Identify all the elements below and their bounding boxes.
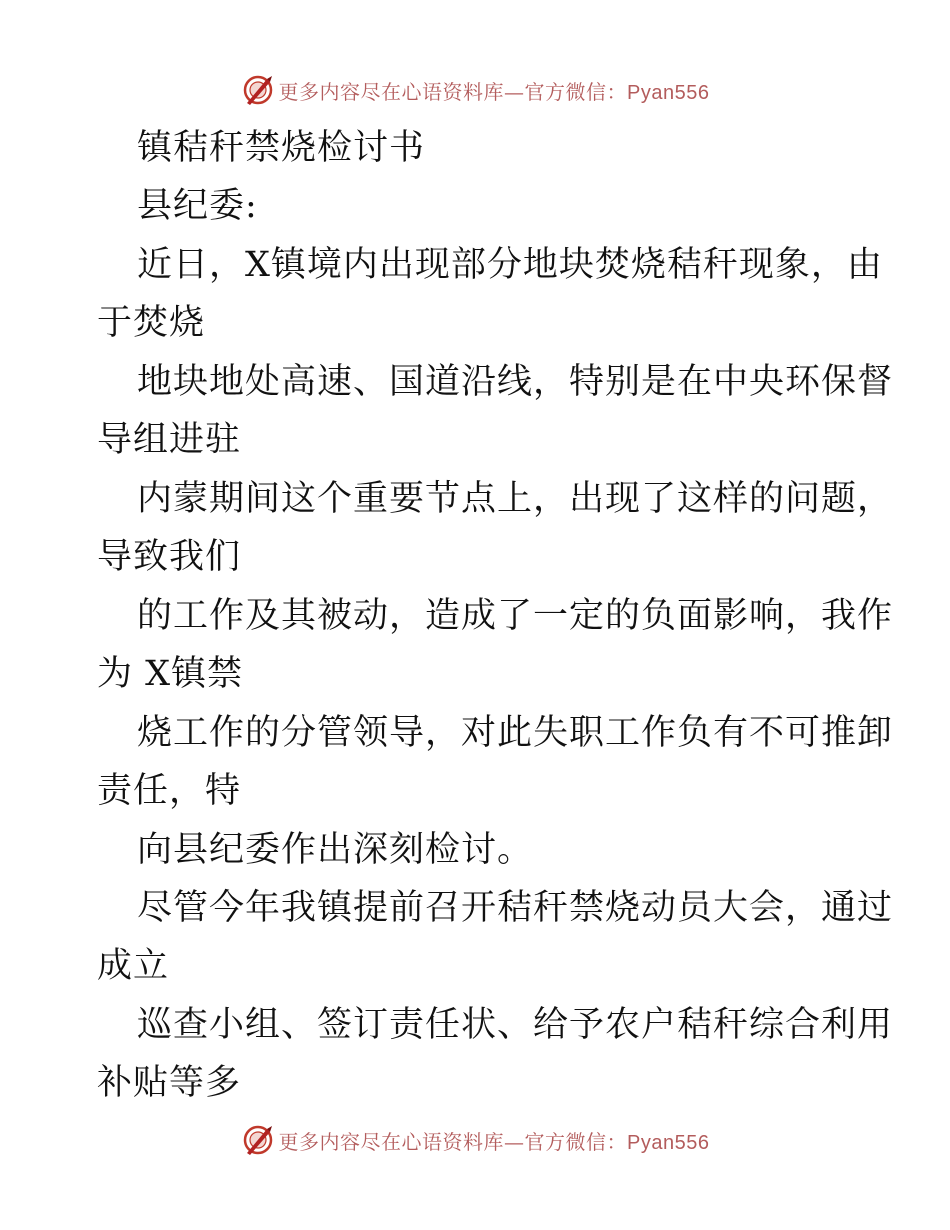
text-line: 于焚烧 bbox=[97, 303, 206, 343]
text-line: 地块地处高速、国道沿线，特别是在中央环保督 bbox=[137, 362, 894, 402]
text-line: 责任，特 bbox=[97, 771, 242, 811]
text-line: 县纪委: bbox=[137, 186, 258, 226]
text-line: 成立 bbox=[97, 946, 170, 986]
text-line: 烧工作的分管领导，对此失职工作负有不可推卸 bbox=[137, 713, 894, 753]
text-line: 向县纪委作出深刻检讨。 bbox=[137, 830, 534, 870]
pen-logo-icon bbox=[241, 1123, 275, 1157]
text-line: 近日，X镇境内出现部分地块焚烧秸秆现象，由 bbox=[137, 245, 883, 285]
text-line: 的工作及其被动，造成了一定的负面影响，我作 bbox=[137, 596, 894, 636]
text-line: 内蒙期间这个重要节点上，出现了这样的问题， bbox=[137, 479, 894, 519]
text-line: 为 X镇禁 bbox=[97, 654, 244, 694]
text-line: 补贴等多 bbox=[97, 1063, 242, 1103]
header-watermark-banner bbox=[0, 70, 950, 110]
text-line: 导致我们 bbox=[97, 537, 242, 577]
text-line: 巡查小组、签订责任状、给予农户秸秆综合利用 bbox=[137, 1005, 894, 1045]
document-title: 镇秸秆禁烧检讨书 bbox=[137, 128, 426, 168]
text-line: 尽管今年我镇提前召开秸秆禁烧动员大会，通过 bbox=[137, 888, 894, 928]
banner-text: 更多内容尽在心语资料库—官方微信：Pyan556 bbox=[278, 1129, 710, 1154]
text-line: 导组进驻 bbox=[97, 420, 242, 460]
footer-watermark-banner bbox=[0, 1120, 950, 1160]
pen-logo-icon bbox=[241, 73, 275, 107]
banner-text: 更多内容尽在心语资料库—官方微信：Pyan556 bbox=[278, 79, 710, 104]
